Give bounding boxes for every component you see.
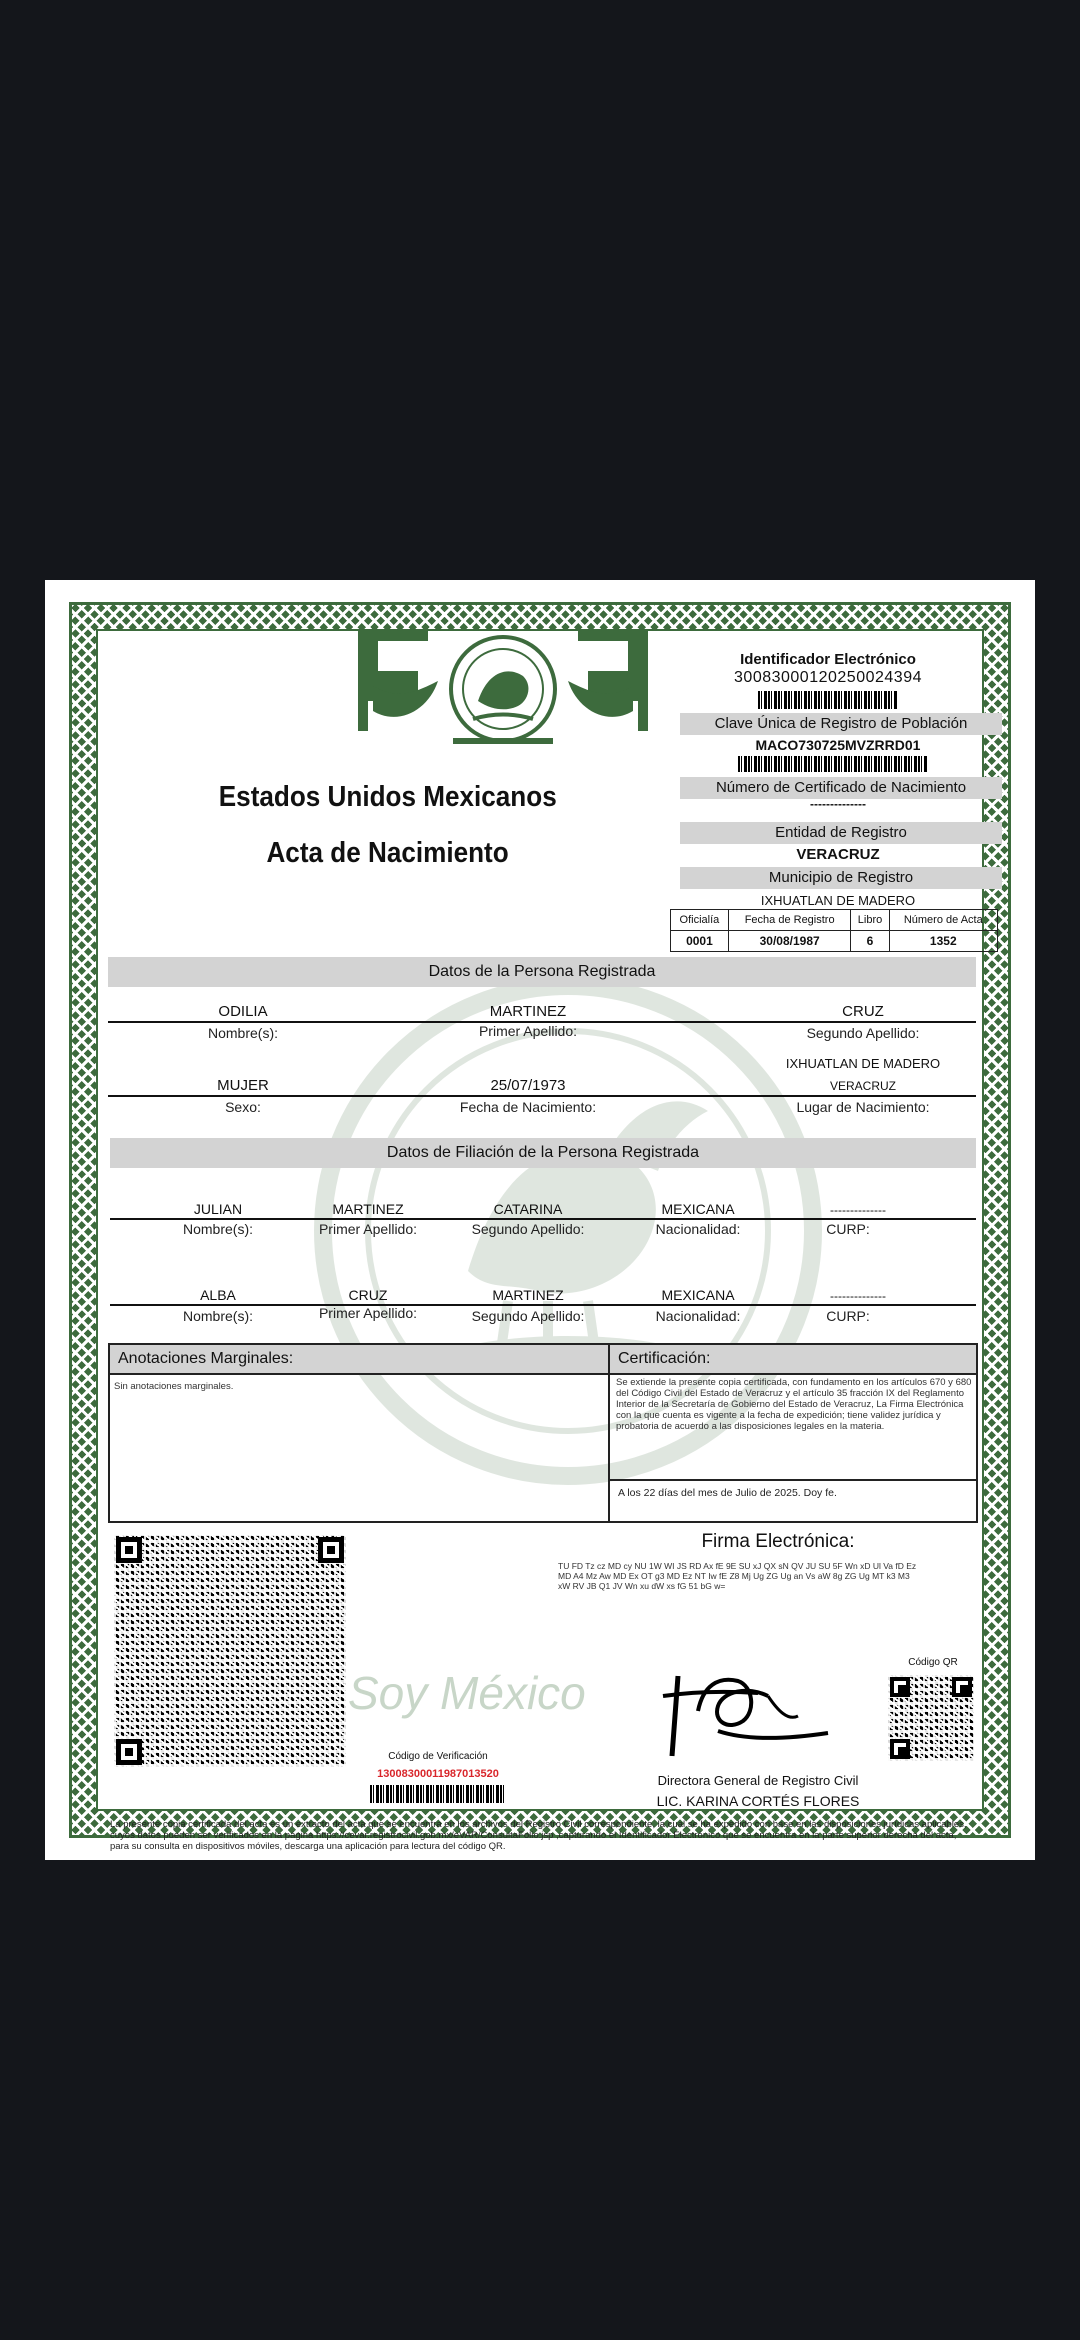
- curp-barcode: [738, 756, 928, 772]
- id-barcode: [758, 691, 898, 709]
- id-number: 30083000120250024394: [734, 669, 922, 686]
- certificacion-title: Certificación:: [618, 1350, 711, 1367]
- separator-line: [110, 1304, 976, 1306]
- certificacion-fecha: A los 22 días del mes de Julio de 2025. Doy fe.: [618, 1487, 837, 1499]
- separator-line: [610, 1479, 976, 1481]
- certificate-body: [96, 629, 984, 1852]
- madre-nacionalidad: MEXICANA: [661, 1287, 735, 1303]
- firma-nombre: LIC. KARINA CORTÉS FLORES: [656, 1793, 860, 1809]
- lugar-nacimiento-estado: VERACRUZ: [829, 1079, 896, 1093]
- filiacion-nombre-label: Nombre(s):: [182, 1308, 253, 1324]
- persona-sexo: MUJER: [217, 1077, 269, 1094]
- filiacion-primer-label: Primer Apellido:: [318, 1221, 418, 1237]
- separator-line: [108, 1095, 976, 1097]
- oficialia-value: 0001: [671, 931, 729, 952]
- certificate-number-value: --------------: [810, 797, 866, 811]
- persona-fecha-nacimiento: 25/07/1973: [490, 1077, 566, 1094]
- registro-value-row: [671, 931, 998, 952]
- filiacion-segundo-label: Segundo Apellido:: [471, 1221, 585, 1237]
- lugar-nacimiento-municipio: IXHUATLAN DE MADERO: [785, 1056, 941, 1071]
- filiacion-nacionalidad-label: Nacionalidad:: [655, 1308, 741, 1324]
- registro-header: Libro: [851, 910, 889, 931]
- footer-legal-text: La presente copia certificada del acta es un extracto del acta que se encuentra en los archivos del Registro Civil correspondiente, la cual se ha expedido con base en las disposiciones jurídicas aplicables, cuyos datos pueden ser verificados en la página https://cevar.registrocivil.gob.mx/eVAR/ConsultaFolio.jsp ,capturando el Identificador Electrónico que se encuentra en la parte superior derecha del acta, para su consulta en dispositivos móviles, descarga una aplicación para lectura del código QR.: [110, 1819, 967, 1852]
- registro-header-row: [671, 910, 998, 931]
- registro-table: [670, 909, 998, 952]
- persona-section-title: Datos de la Persona Registrada: [108, 957, 976, 987]
- verification-label: Código de Verificación: [388, 1751, 488, 1762]
- qr-finder: [116, 1537, 142, 1563]
- filiacion-curp-label: CURP:: [826, 1221, 870, 1237]
- small-qr-code: [888, 1675, 974, 1761]
- lugar-nacimiento-label: Lugar de Nacimiento:: [796, 1099, 930, 1115]
- qr-finder: [890, 1739, 910, 1759]
- persona-nombre: ODILIA: [218, 1003, 268, 1020]
- anotaciones-text: Sin anotaciones marginales.: [114, 1381, 234, 1392]
- persona-segundo-label: Segundo Apellido:: [806, 1025, 920, 1041]
- padre-nombre: JULIAN: [193, 1201, 243, 1217]
- madre-curp: --------------: [830, 1289, 886, 1303]
- soy-mexico-slogan: Soy México: [348, 1667, 586, 1719]
- persona-nombre-label: Nombre(s):: [207, 1025, 278, 1041]
- filiacion-section-title: Datos de Filiación de la Persona Registrada: [110, 1138, 976, 1168]
- filiacion-curp-label: CURP:: [826, 1308, 870, 1324]
- padre-nacionalidad: MEXICANA: [661, 1201, 735, 1217]
- numero-acta-value: 1352: [889, 931, 997, 952]
- municipio-title: Municipio de Registro: [680, 867, 1002, 889]
- large-qr-code: [114, 1535, 346, 1767]
- document-title: Acta de Nacimiento: [266, 837, 510, 869]
- birth-certificate-page: [45, 580, 1035, 1860]
- separator-line: [110, 1218, 976, 1220]
- certificate-number-title: Número de Certificado de Nacimiento: [680, 777, 1002, 799]
- certificacion-header: [610, 1345, 976, 1375]
- firma-hash: TU FD Tz cz MD cy NU 1W WI JS RD Ax fE 9E SU xJ QX sN QV JU SU 5F Wn xD Ul Va fD Ez MD A4 Mz Aw MD Ex OT g3 MD Ez NT Iw fE Z8 Mj Ug ZG Ug an Vs aW 8g ZG Ug MT k3 M3 xW RV JB Q1 JV Wn xu dW xs fG 51 bG w=: [558, 1561, 917, 1591]
- fecha-registro-value: 30/08/1987: [728, 931, 851, 952]
- entidad-value: VERACRUZ: [796, 846, 880, 863]
- sexo-label: Sexo:: [225, 1099, 261, 1115]
- madre-primer-apellido: CRUZ: [348, 1287, 388, 1303]
- verification-barcode: [370, 1785, 506, 1803]
- municipio-value: IXHUATLAN DE MADERO: [760, 893, 916, 908]
- curp-title: Clave Única de Registro de Población: [680, 713, 1002, 735]
- registro-header: Número de Acta: [889, 910, 997, 931]
- padre-segundo-apellido: CATARINA: [493, 1201, 563, 1217]
- certificacion-text: Se extiende la presente copia certificada, con fundamento en los artículos 670 y 680 del Código Civil del Estado de Veracruz y el artículo 35 fracción IX del Reglamento Interior de la Secretaría de Gobierno del Estado de Veracruz, La Firma Electrónica con la que cuenta es vigente a la fecha de expedición; tiene validez jurídica y probatoria de acuerdo a las disposiciones legales en la materia.: [616, 1377, 972, 1432]
- fecha-nacimiento-label: Fecha de Nacimiento:: [459, 1099, 597, 1115]
- filiacion-primer-label: Primer Apellido:: [318, 1305, 418, 1321]
- qr-finder: [890, 1677, 910, 1697]
- entidad-title: Entidad de Registro: [680, 822, 1002, 844]
- verification-code: 130083000119870135​20: [377, 1768, 499, 1780]
- curp-value: MACO730725MVZRRD01: [755, 737, 921, 753]
- national-emblem-icon: [358, 631, 648, 751]
- qr-label: Código QR: [908, 1657, 958, 1668]
- anotaciones-title: Anotaciones Marginales:: [118, 1350, 294, 1367]
- country-title: Estados Unidos Mexicanos: [219, 781, 557, 813]
- firma-cargo: Directora General de Registro Civil: [657, 1773, 859, 1788]
- qr-finder: [952, 1677, 972, 1697]
- filiacion-nombre-label: Nombre(s):: [182, 1221, 253, 1237]
- id-title: Identificador Electrónico: [740, 651, 916, 668]
- filiacion-nacionalidad-label: Nacionalidad:: [655, 1221, 741, 1237]
- padre-primer-apellido: MARTINEZ: [332, 1201, 404, 1217]
- persona-segundo-apellido: CRUZ: [842, 1003, 884, 1020]
- qr-finder: [318, 1537, 344, 1563]
- firma-title: Firma Electrónica:: [701, 1531, 855, 1552]
- persona-primer-apellido: MARTINEZ: [489, 1003, 567, 1020]
- libro-value: 6: [851, 931, 889, 952]
- persona-primer-label: Primer Apellido:: [478, 1023, 578, 1039]
- qr-finder: [116, 1739, 142, 1765]
- madre-segundo-apellido: MARTINEZ: [492, 1287, 564, 1303]
- filiacion-segundo-label: Segundo Apellido:: [471, 1308, 585, 1324]
- madre-nombre: ALBA: [200, 1287, 236, 1303]
- padre-curp: --------------: [830, 1203, 886, 1217]
- anotaciones-header: [110, 1345, 608, 1375]
- registro-header: Oficialía: [671, 910, 729, 931]
- signature-icon: [658, 1661, 838, 1761]
- registro-header: Fecha de Registro: [728, 910, 851, 931]
